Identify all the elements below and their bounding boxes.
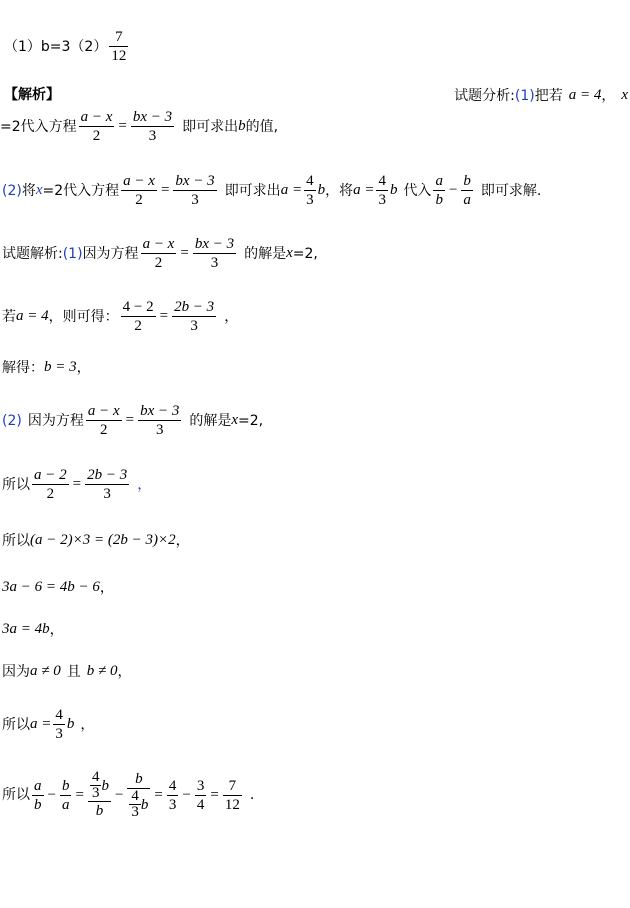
expression: (a − 2)×3 = (2b − 3)×2	[30, 532, 176, 548]
expression: b ≠ 0	[86, 663, 118, 679]
text: 且	[66, 663, 81, 680]
var-x: x	[231, 412, 239, 428]
text: 因为方程	[27, 412, 84, 429]
text: ，	[224, 308, 239, 325]
answer-fraction	[109, 28, 128, 65]
text: 即可求解.	[480, 182, 542, 199]
answer-line	[4, 28, 130, 65]
fraction: $\frac{4}{3}$	[378, 173, 386, 208]
solution-line-6	[2, 533, 190, 548]
var-b: b	[317, 182, 326, 198]
solution-line-8	[2, 622, 64, 637]
analysis-line-3: (2) 将 x =2代入方程 $\frac{a - x}{2}$ = $\frac{bx - 3}{3}$ 即可求出 a = $\frac{4}{3}$ b ，将 a = $\frac{4}{3}$ b 代入 $\frac{a}{b}$ − $\frac{b}{a}$ 即可求解.	[2, 173, 542, 208]
analysis-heading	[4, 88, 60, 102]
text: =2代入方程	[0, 118, 77, 135]
fraction-bx-minus-3: $\frac{bx - 3}{3}$	[132, 109, 173, 144]
solution-line-11: 所以 $\frac{a}{b}$ − $\frac{b}{a}$ = $\frac{4}{3}$ b b − b $\frac{4}{3}$ b = $\frac{4}{3}$ − $\frac{3}{4}$ = $\frac{7}{12}$ .	[2, 769, 255, 820]
text: .	[249, 787, 255, 803]
equals: =	[118, 118, 127, 134]
hint-prefix: 试题分析:	[454, 87, 515, 104]
answer-denominator: 12	[111, 48, 127, 64]
fraction: $\frac{a - x}{2}$	[142, 236, 175, 271]
fraction: $\frac{4}{3}$	[168, 777, 177, 813]
fraction: $\frac{a}{b}$	[435, 173, 443, 208]
text: ，将	[325, 182, 354, 199]
text: 的解是	[244, 245, 287, 262]
text: 即可求出	[182, 118, 239, 135]
text: ，	[175, 532, 190, 549]
fraction: $\frac{bx - 3}{3}$	[140, 403, 180, 438]
solution-line-2: 若 a = 4 ，则可得： $\frac{4 - 2}{2}$ = $\frac{2b - 3}{3}$ ，	[2, 299, 239, 334]
solution-line-7	[2, 580, 114, 595]
fraction-a-minus-x: $\frac{a - x}{2}$	[80, 109, 113, 144]
text: =2代入方程	[42, 182, 120, 199]
part-1: (1)	[62, 245, 83, 262]
text: 所以	[2, 787, 30, 803]
expression: a ≠ 0	[30, 663, 61, 679]
text: ，则可得：	[48, 308, 119, 325]
var-a: a = 4	[16, 308, 49, 324]
solution-line-5: 所以 $\frac{a - 2}{2}$ = $\frac{2b - 3}{3}$ ，	[2, 467, 152, 502]
hint-part-1: (1)	[514, 87, 535, 104]
fraction: $\frac{bx - 3}{3}$	[194, 236, 235, 271]
solution-line-1: 试题解析: (1) 因为方程 $\frac{a - x}{2}$ = $\frac{bx - 3}{3}$ 的解是 x =2,	[2, 236, 318, 271]
fraction: $\frac{7}{12}$	[224, 777, 240, 813]
var-a: a =	[353, 182, 375, 198]
fraction: $\frac{a - x}{2}$	[123, 173, 155, 208]
hint-a-equals-4: a = 4	[568, 87, 602, 103]
minus: −	[448, 182, 458, 198]
text: 的值,	[245, 118, 279, 135]
fraction: $\frac{bx - 3}{3}$	[175, 173, 215, 208]
fraction: $\frac{b}{a}$	[463, 173, 471, 208]
answer-numerator: 7	[115, 29, 123, 45]
var-a: a =	[280, 182, 303, 198]
answer-parts: （1）b=3（2）	[4, 38, 108, 55]
var-b: b = 3	[44, 359, 77, 375]
fraction: $\frac{a}{b}$	[34, 777, 42, 813]
expression: 3a = 4b	[2, 621, 50, 637]
var-x: x	[286, 245, 293, 261]
text: =2,	[292, 245, 318, 262]
solution-line-3	[2, 360, 91, 375]
hint-x: x	[621, 87, 628, 103]
solution-line-9	[2, 664, 131, 679]
text: 将	[21, 182, 36, 199]
var-a: a =	[30, 716, 52, 732]
text: 若	[2, 308, 16, 325]
text: ，	[99, 579, 114, 596]
expression: 3a − 6 = 4b − 6	[2, 579, 100, 595]
hint-text: 把若	[534, 87, 563, 104]
fraction: $\frac{3}{4}$	[196, 777, 205, 813]
analysis-label: 【解析】	[4, 87, 60, 103]
var-b: b	[389, 182, 398, 198]
text: 即可求出	[224, 182, 281, 199]
fraction: $\frac{2b - 3}{3}$	[87, 467, 128, 502]
text: ，	[49, 621, 64, 638]
fraction: $\frac{a - 2}{2}$	[34, 467, 67, 502]
complex-fraction: $\frac{4}{3}$ b b	[88, 770, 111, 820]
part-2: (2)	[2, 412, 22, 429]
text: ，	[76, 359, 91, 376]
text: =2,	[238, 412, 264, 429]
complex-fraction: b $\frac{4}{3}$ b	[127, 770, 150, 820]
hint-line	[454, 88, 628, 103]
var-x: x	[35, 182, 43, 198]
text: 因为	[2, 663, 30, 680]
fraction: $\frac{a - x}{2}$	[87, 403, 120, 438]
text: ，	[117, 663, 132, 680]
var-b: b	[66, 716, 75, 732]
fraction: $\frac{4}{3}$	[55, 707, 63, 742]
text: 解得：	[2, 359, 44, 376]
fraction: $\frac{2b - 3}{3}$	[174, 299, 215, 334]
var-b: b	[238, 118, 246, 134]
analysis-line-2	[0, 108, 278, 145]
solution-line-4: (2) 因为方程 $\frac{a - x}{2}$ = $\frac{bx - 3}{3}$ 的解是 x =2,	[2, 403, 264, 438]
fraction: $\frac{4 - 2}{2}$	[122, 299, 154, 334]
text: 试题解析:	[2, 245, 63, 262]
text: 的解是	[189, 412, 232, 429]
solution-line-10	[2, 706, 94, 743]
text: 因为方程	[82, 245, 139, 262]
fraction: $\frac{4}{3}$	[306, 173, 314, 208]
text: 所以	[2, 716, 30, 733]
text: ，	[137, 476, 152, 493]
text: 所以	[2, 532, 30, 549]
hint-comma: ，	[601, 87, 616, 104]
fraction: $\frac{b}{a}$	[61, 777, 70, 813]
text: 所以	[2, 476, 30, 493]
text: ，	[80, 716, 95, 733]
part-2: (2)	[2, 182, 22, 199]
text: 代入	[403, 182, 432, 199]
